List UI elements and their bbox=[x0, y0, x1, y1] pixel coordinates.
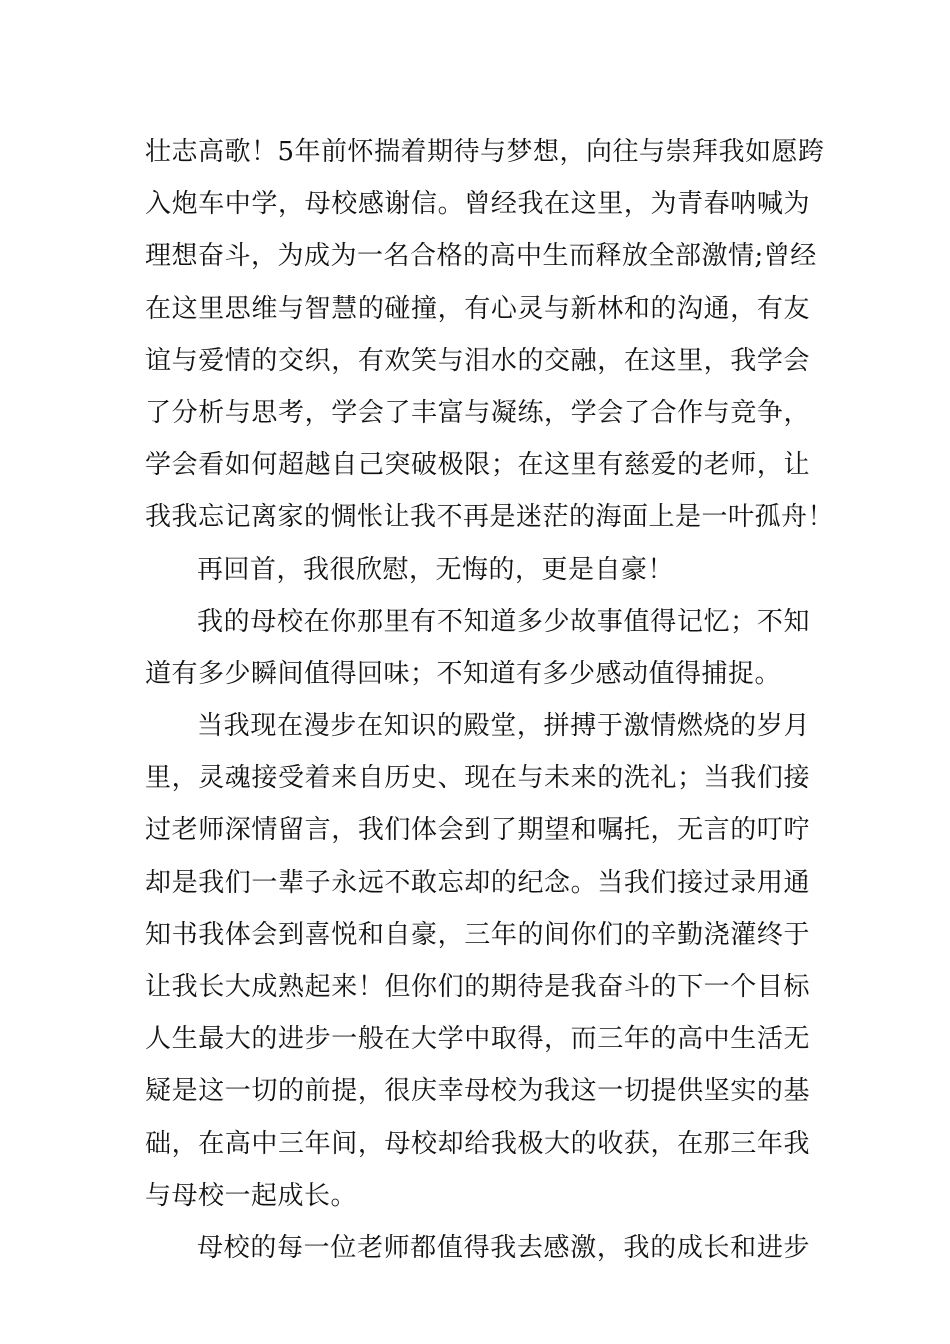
paragraph-start-line: 我的母校在你那里有不知道多少故事值得记忆；不知 bbox=[197, 606, 810, 637]
document-body bbox=[145, 126, 835, 1274]
paragraph-start-line: 母校的每一位老师都值得我去感激，我的成长和进步 bbox=[197, 1232, 810, 1263]
text-line: 理想奋斗，为成为一名合格的高中生而释放全部激情;曾经 bbox=[145, 241, 817, 272]
text-line: 知书我体会到喜悦和自豪，三年的间你们的辛勤浇灌终于 bbox=[145, 919, 810, 950]
text-line: 础，在高中三年间，母校却给我极大的收获，在那三年我 bbox=[145, 1128, 810, 1159]
text-line: 与母校一起成长。 bbox=[145, 1180, 358, 1211]
text-line: 我我忘记离家的惆怅让我不再是迷茫的海面上是一叶孤舟！ bbox=[145, 502, 835, 533]
text-line: 谊与爱情的交织，有欢笑与泪水的交融，在这里，我学会 bbox=[145, 345, 810, 376]
text-line: 学会看如何超越自己突破极限；在这里有慈爱的老师，让 bbox=[145, 450, 810, 481]
text-line: 疑是这一切的前提，很庆幸母校为我这一切提供坚实的基 bbox=[145, 1076, 810, 1107]
text-line: 人生最大的进步一般在大学中取得，而三年的高中生活无 bbox=[145, 1024, 810, 1055]
text-line: 在这里思维与智慧的碰撞，有心灵与新林和的沟通，有友 bbox=[145, 293, 810, 324]
text-line: 里，灵魂接受着来自历史、现在与未来的洗礼；当我们接 bbox=[145, 763, 810, 794]
paragraph-start-line: 当我现在漫步在知识的殿堂，拼搏于激情燃烧的岁月 bbox=[197, 711, 810, 742]
text-line: 过老师深情留言，我们体会到了期望和嘱托，无言的叮咛 bbox=[145, 815, 810, 846]
paragraph-start-line: 再回首，我很欣慰，无悔的，更是自豪！ bbox=[197, 554, 675, 585]
text-line: 让我长大成熟起来！但你们的期待是我奋斗的下一个目标 bbox=[145, 972, 810, 1002]
text-line: 壮志高歌！5年前怀揣着期待与梦想，向往与崇拜我如愿跨 bbox=[145, 137, 825, 167]
text-line: 道有多少瞬间值得回味；不知道有多少感动值得捕捉。 bbox=[145, 658, 782, 689]
text-line: 入炮车中学，母校感谢信。曾经我在这里，为青春呐喊为 bbox=[145, 189, 810, 220]
text-line: 了分析与思考，学会了丰富与凝练，学会了合作与竞争， bbox=[145, 397, 810, 428]
text-line: 却是我们一辈子永远不敢忘却的纪念。当我们接过录用通 bbox=[145, 867, 810, 898]
